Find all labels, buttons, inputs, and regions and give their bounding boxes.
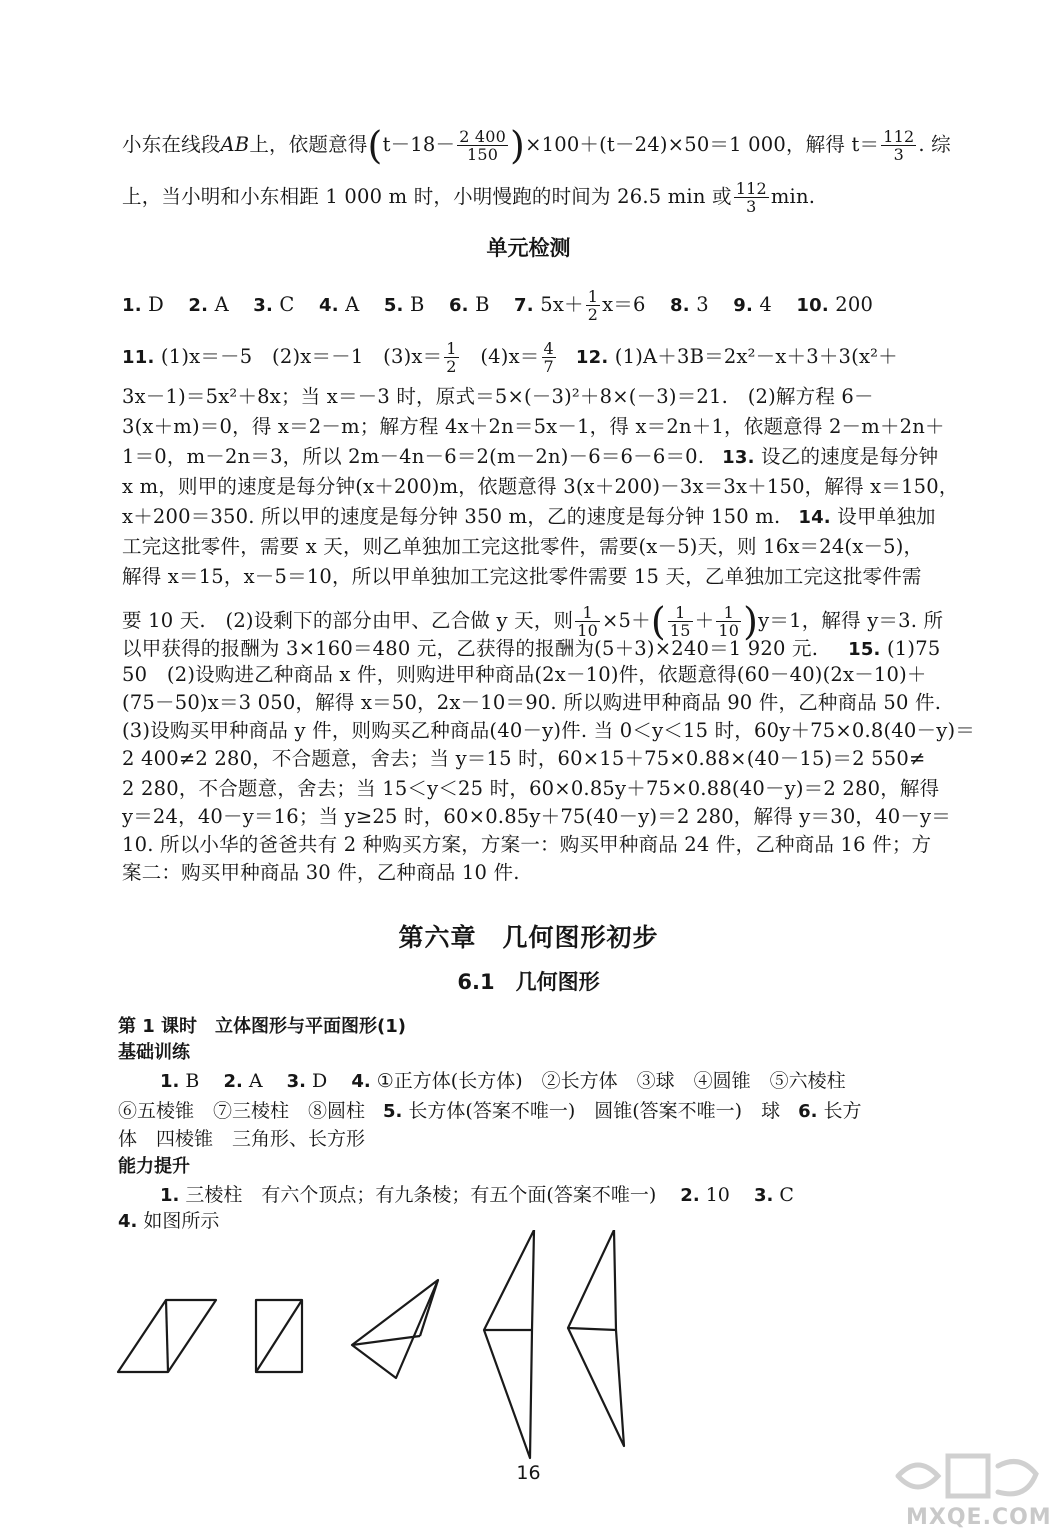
text: min. — [770, 185, 816, 208]
unit-line-15: 2 400≠2 280，不合题意，舍去；当 y＝15 时，60×15＋75×0.88×(40－15)＝2 550≠ — [122, 747, 926, 770]
unit-line-7: x＋200＝350. 所以甲的速度是每分钟 350 m，乙的速度是每分钟 150 m. 14. 设甲单独加 — [122, 505, 936, 528]
fraction: $\frac{1}{15}$ — [669, 603, 691, 640]
unit-row-2: 11. (1)x＝－5 (2)x＝－1 (3)x＝ $\frac{1}{2}$ (4)x＝ $\frac{4}{7}$ 12. (1)A＋3B＝2x²－x＋3＋3(x²＋ — [122, 339, 898, 376]
unit-line-13: (75－50)x＝3 050，解得 x＝50，2x－10＝90. 所以购进甲种商品 90 件，乙种商品 50 件. — [122, 691, 942, 714]
unit-line-19: 案二：购买甲种商品 30 件，乙种商品 10 件. — [122, 861, 520, 884]
unit-line-12: 50 (2)设购进乙种商品 x 件，则购进甲种商品(2x－10)件，依题意得(60－40)(2x－10)＋ — [122, 663, 927, 686]
unit-line-11: 以甲获得的报酬为 3×160＝480 元，乙获得的报酬为(5＋3)×240＝1 920 元. 15. (1)75 — [122, 637, 941, 660]
unit-row-1: 1. D 2. A 3. C 4. A 5. B 6. B 7. 5x＋ $\frac{1}{2}$ x＝6 8. 3 9. 4 10. 200 — [122, 287, 874, 324]
fraction: $\frac{1}{10}$ — [718, 603, 740, 640]
figure-kite-left — [484, 1230, 534, 1458]
basic-line-2: ⑥五棱锥 ⑦三棱柱 ⑧圆柱 5. 长方体(答案不唯一) 圆锥(答案不唯一) 球 6. 长方 — [118, 1100, 862, 1122]
fraction: $\frac{1}{2}$ — [446, 339, 457, 376]
unit-line-5: 1＝0，m－2n＝3，所以 2m－4n－6＝2(m－2n)－6＝6－6＝0. 13. 设乙的速度是每分钟 — [122, 445, 939, 468]
fraction: $\frac{1}{10}$ — [577, 603, 599, 640]
text: 小东在线段 — [122, 133, 221, 156]
unit-line-6: x m，则甲的速度是每分钟(x＋200)m，依题意得 3(x＋200)－3x＝3x＋150，解得 x＝150， — [122, 475, 959, 498]
figure-kite-right — [568, 1230, 624, 1446]
ability-line-1: 1. 三棱柱 有六个顶点；有九条棱；有五个面(答案不唯一) 2. 10 3. C — [160, 1184, 794, 1206]
basic-line-1: 1. B 2. A 3. D 4. ①正方体(长方体) ②长方体 ③球 ④圆锥 ⑤六棱柱 — [160, 1070, 846, 1092]
fraction: $\frac{112}{3}$ — [735, 179, 767, 216]
unit-line-16: 2 280，不合题意，舍去；当 15＜y＜25 时，60×0.85y＋75×0.88(40－y)＝2 280，解得 — [122, 777, 940, 800]
figure-triangle-pair — [352, 1280, 438, 1378]
text: 上，当小明和小东相距 1 000 m 时，小明慢跑的时间为 26.5 min 或 — [122, 185, 732, 208]
unit-line-9: 解得 x＝15，x－5＝10，所以甲单独加工完这批零件需要 15 天，乙单独加工完这批零件需 — [122, 565, 922, 588]
ability-line-2: 4. 如图所示 — [118, 1210, 220, 1232]
unit-line-10: 要 10 天. (2)设剩下的部分由甲、乙合做 y 天，则 $\frac{1}{10}$ ×5＋( $\frac{1}{15}$ ＋ $\frac{1}{10}$ )y＝1，解得 y＝3. 所 — [122, 599, 944, 644]
top-line-1 — [122, 123, 1012, 168]
lesson-title: 第 1 课时 立体图形与平面图形(1) — [118, 1016, 407, 1037]
text: t－18－ — [382, 133, 456, 156]
ability-heading: 能力提升 — [118, 1156, 190, 1177]
left-paren: ( — [367, 123, 383, 168]
basic-line-3: 体 四棱锥 三角形、长方形 — [118, 1128, 366, 1150]
top-line-2 — [122, 180, 1012, 215]
text: ×100＋(t－24)×50＝1 000，解得 t＝ — [525, 133, 880, 156]
unit-line-4: 3(x＋m)＝0，得 x＝2－m；解方程 4x＋2n＝5x－1，得 x＝2n＋1，依题意得 2－m＋2n＋ — [122, 415, 945, 438]
unit-test-heading: 单元检测 — [486, 236, 571, 260]
unit-line-8: 工完这批零件，需要 x 天，则乙单独加工完这批零件，需要(x－5)天，则 16x＝24(x－5)， — [122, 535, 924, 558]
section-title: 6.1 几何图形 — [457, 970, 600, 994]
fraction: $\frac{112}{3}$ — [883, 127, 915, 164]
figure-rectangle — [256, 1300, 302, 1372]
unit-line-17: y＝24，40－y＝16；当 y≥25 时，60×0.85y＋75(40－y)＝2 280，解得 y＝30，40－y＝ — [122, 805, 951, 828]
fraction: $\frac{2 400}{150}$ — [459, 127, 507, 164]
text: 上，依题意得 — [249, 133, 368, 156]
text: AB — [220, 133, 250, 156]
page-number: 16 — [516, 1462, 541, 1484]
basic-training-heading: 基础训练 — [118, 1042, 190, 1063]
unit-line-18: 10. 所以小华的爸爸共有 2 种购买方案，方案一：购买甲种商品 24 件，乙种商品 16 件；方 — [122, 833, 932, 856]
geometry-figures — [100, 1230, 660, 1460]
fraction: $\frac{1}{2}$ — [587, 287, 599, 324]
unit-line-3: 3x－1)＝5x²＋8x；当 x＝－3 时，原式＝5×(－3)²＋8×(－3)＝21. (2)解方程 6－ — [122, 385, 874, 408]
unit-line-14: (3)设购买甲种商品 y 件，则购买乙种商品(40－y)件. 当 0＜y＜15 时，60y＋75×0.8(40－y)＝ — [122, 719, 975, 742]
figure-parallelogram — [118, 1300, 216, 1372]
chapter-title: 第六章 几何图形初步 — [398, 923, 659, 952]
right-paren: ) — [510, 123, 526, 168]
fraction: $\frac{4}{7}$ — [543, 339, 554, 376]
text: . 综 — [918, 133, 951, 156]
watermark-text: MXQE.COM — [906, 1505, 1052, 1530]
